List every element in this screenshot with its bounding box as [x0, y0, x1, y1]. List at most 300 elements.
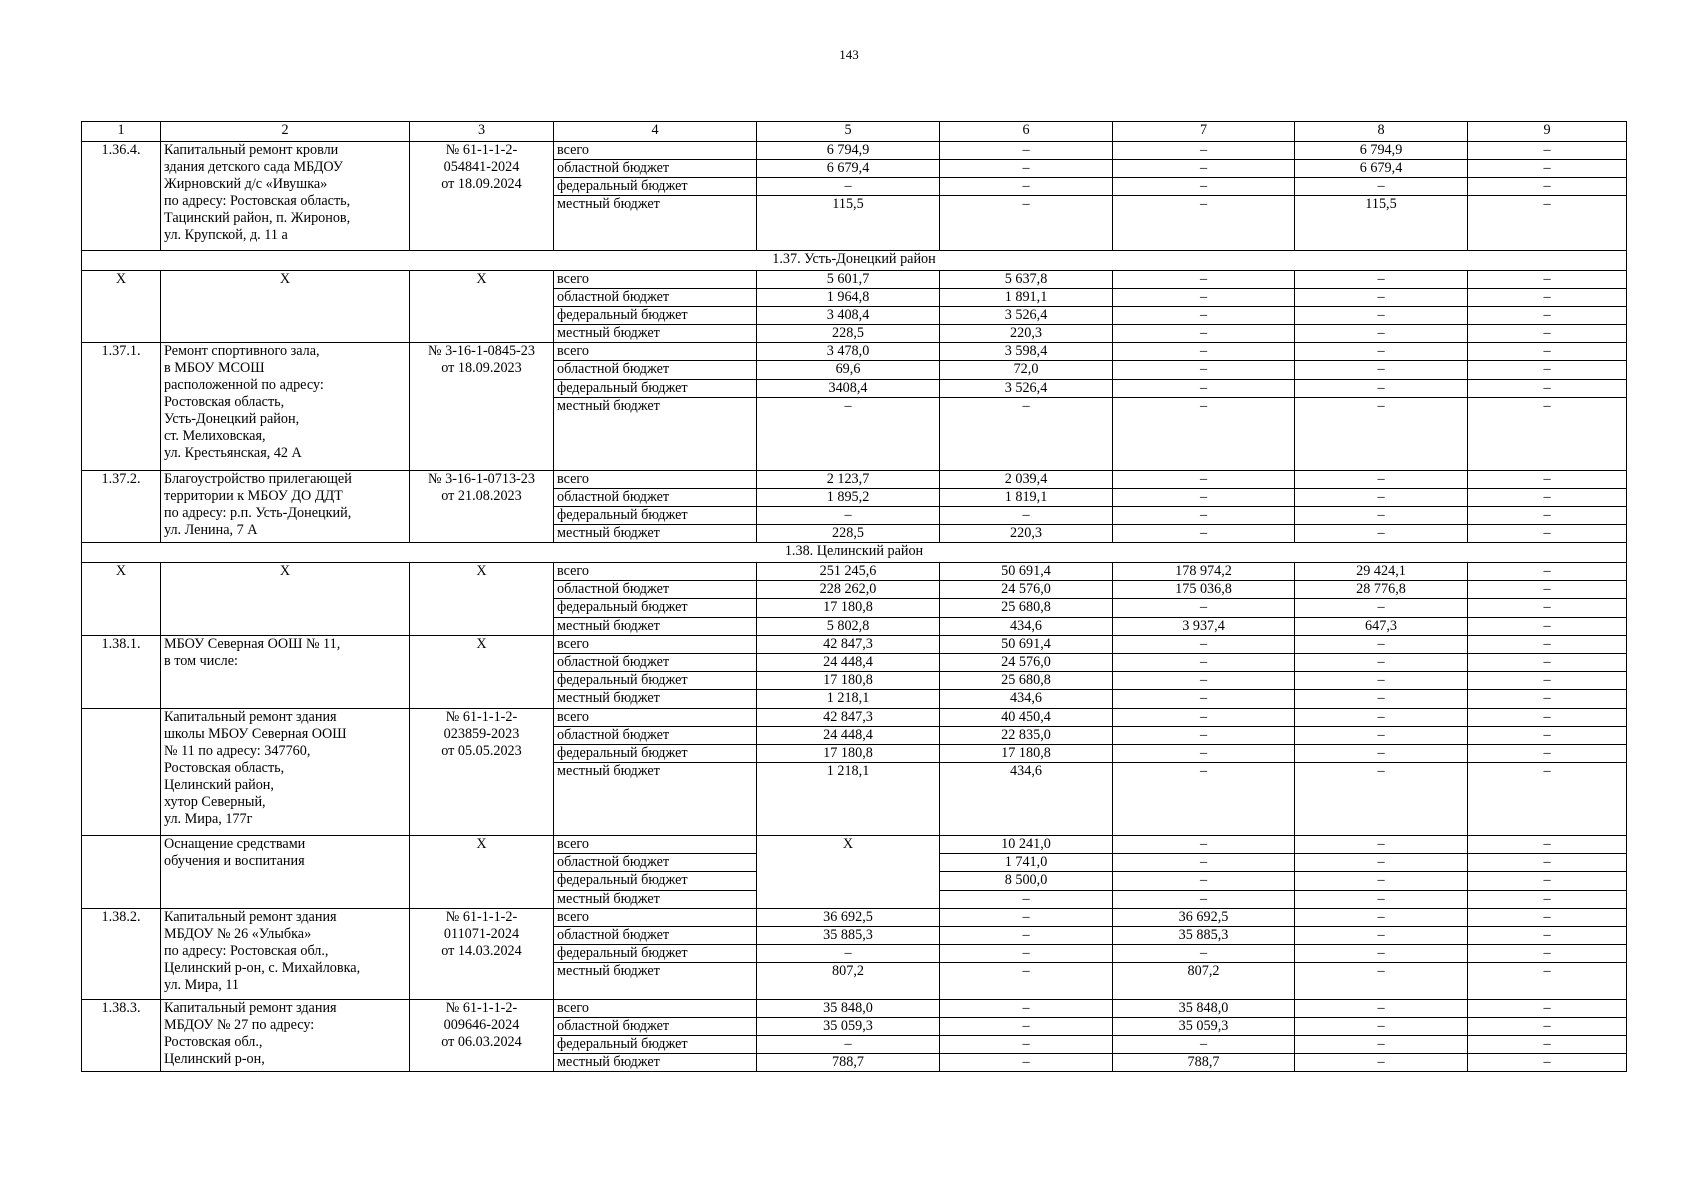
amount-col-9: – [1468, 343, 1627, 361]
item-name-line: Ростовская область, [164, 394, 285, 411]
amount-col-8: – [1295, 525, 1468, 543]
budget-type: местный бюджет [554, 890, 757, 908]
amount-col-8: – [1295, 835, 1468, 853]
amount-col-6: 22 835,0 [940, 726, 1113, 744]
amount-col-9: – [1468, 397, 1627, 470]
item-name [161, 835, 410, 908]
amount-col-5: 24 448,4 [757, 726, 940, 744]
header-cell-3: 3 [410, 122, 554, 142]
amount-col-9: – [1468, 507, 1627, 525]
amount-col-5: 228,5 [757, 325, 940, 343]
budget-type: областной бюджет [554, 488, 757, 506]
item-name-line: ул. Ленина, 7 А [164, 521, 258, 538]
amount-col-5: 24 448,4 [757, 654, 940, 672]
document-number-line: № 3-16-1-0845-23 [428, 343, 535, 360]
item-name-line: Оснащение средствами [164, 835, 306, 852]
item-name-line: Целинский р-он, с. Михайловка, [164, 959, 361, 976]
amount-col-9: – [1468, 744, 1627, 762]
amount-col-6: – [940, 1054, 1113, 1072]
table-row [82, 999, 1627, 1017]
budget-type: федеральный бюджет [554, 507, 757, 525]
amount-col-9: – [1468, 196, 1627, 251]
amount-col-5: 1 964,8 [757, 288, 940, 306]
amount-col-7: – [1113, 196, 1295, 251]
item-name-line: МБДОУ № 27 по адресу: [164, 1016, 315, 1033]
amount-col-5: – [757, 1036, 940, 1054]
budget-type: всего [554, 563, 757, 581]
amount-col-5: – [757, 507, 940, 525]
budget-type: всего [554, 908, 757, 926]
amount-col-7: – [1113, 654, 1295, 672]
budget-type: всего [554, 708, 757, 726]
amount-col-7: – [1113, 397, 1295, 470]
budget-type: областной бюджет [554, 926, 757, 944]
amount-col-8: – [1295, 635, 1468, 653]
item-name-line: Целинский р-он, [164, 1050, 265, 1067]
amount-col-6: – [940, 159, 1113, 177]
amount-col-9: – [1468, 926, 1627, 944]
amount-col-6: 72,0 [940, 361, 1113, 379]
budget-type: всего [554, 343, 757, 361]
amount-col-5: – [757, 945, 940, 963]
amount-col-7: – [1113, 141, 1295, 159]
amount-col-8: – [1295, 178, 1468, 196]
budget-type: местный бюджет [554, 763, 757, 836]
amount-col-5: 1 218,1 [757, 690, 940, 708]
amount-col-6: – [940, 945, 1113, 963]
page-number: 143 [839, 47, 859, 62]
document-number [410, 141, 554, 250]
amount-col-7: – [1113, 325, 1295, 343]
item-name-line: Ремонт спортивного зала, [164, 343, 320, 360]
amount-col-6: 2 039,4 [940, 470, 1113, 488]
amount-col-8: – [1295, 945, 1468, 963]
amount-col-5: X [757, 835, 940, 908]
amount-col-5: 3 478,0 [757, 343, 940, 361]
amount-col-9: – [1468, 763, 1627, 836]
amount-col-7: – [1113, 1036, 1295, 1054]
amount-col-7: – [1113, 379, 1295, 397]
document-number-line: X [476, 635, 487, 652]
document-number [410, 343, 554, 470]
document-number-line: X [476, 835, 487, 852]
amount-col-8: – [1295, 379, 1468, 397]
amount-col-5: 36 692,5 [757, 908, 940, 926]
amount-col-7: 36 692,5 [1113, 908, 1295, 926]
amount-col-7: – [1113, 599, 1295, 617]
amount-col-8: – [1295, 872, 1468, 890]
item-name [161, 708, 410, 835]
amount-col-7: 35 059,3 [1113, 1017, 1295, 1035]
amount-col-5: – [757, 178, 940, 196]
budget-type: местный бюджет [554, 525, 757, 543]
item-name-line: ст. Мелиховская, [164, 428, 266, 445]
header-cell-7: 7 [1113, 122, 1295, 142]
header-cell-1: 1 [82, 122, 161, 142]
budget-type: местный бюджет [554, 690, 757, 708]
item-name-line: Капитальный ремонт здания [164, 908, 337, 925]
item-name-line: в том числе: [164, 652, 238, 669]
amount-col-5: 2 123,7 [757, 470, 940, 488]
item-code: 1.38.1. [82, 635, 161, 708]
amount-col-8: 6 679,4 [1295, 159, 1468, 177]
amount-col-7: 178 974,2 [1113, 563, 1295, 581]
amount-col-5: 1 218,1 [757, 763, 940, 836]
item-name-line: Ростовская обл., [164, 1033, 263, 1050]
item-name [161, 470, 410, 543]
amount-col-7: – [1113, 635, 1295, 653]
amount-col-7: 35 885,3 [1113, 926, 1295, 944]
amount-col-7: – [1113, 178, 1295, 196]
amount-col-9: – [1468, 945, 1627, 963]
document-number-line: от 06.03.2024 [441, 1033, 522, 1050]
amount-col-5: 228,5 [757, 525, 940, 543]
amount-col-9: – [1468, 1054, 1627, 1072]
item-code: X [82, 563, 161, 636]
amount-col-6: – [940, 196, 1113, 251]
item-name-line: Целинский район, [164, 776, 274, 793]
document-number-line: № 61-1-1-2- [445, 999, 518, 1016]
document-number-line: от 05.05.2023 [441, 742, 522, 759]
item-name-line: Тацинский район, п. Жиронов, [164, 209, 351, 226]
item-name-line: Жирновский д/с «Ивушка» [164, 175, 328, 192]
amount-col-6: 17 180,8 [940, 744, 1113, 762]
amount-col-9: – [1468, 908, 1627, 926]
document-number-line: 023859-2023 [443, 725, 520, 742]
item-name-line: расположенной по адресу: [164, 377, 324, 394]
amount-col-9: – [1468, 672, 1627, 690]
amount-col-6: 24 576,0 [940, 581, 1113, 599]
amount-col-8: – [1295, 926, 1468, 944]
amount-col-5: 115,5 [757, 196, 940, 251]
amount-col-9: – [1468, 690, 1627, 708]
amount-col-9: – [1468, 999, 1627, 1017]
amount-col-7: 35 848,0 [1113, 999, 1295, 1017]
document-number-line: от 18.09.2023 [441, 360, 522, 377]
document-number-line: № 61-1-1-2- [445, 708, 518, 725]
item-name-line: X [279, 563, 291, 580]
item-name [161, 563, 410, 636]
amount-col-5: 35 885,3 [757, 926, 940, 944]
amount-col-5: 69,6 [757, 361, 940, 379]
amount-col-7: – [1113, 744, 1295, 762]
item-name-line: по адресу: Ростовская область, [164, 192, 351, 209]
amount-col-8: – [1295, 908, 1468, 926]
amount-col-5: 6 679,4 [757, 159, 940, 177]
amount-col-7: – [1113, 288, 1295, 306]
amount-col-7: – [1113, 507, 1295, 525]
amount-col-5: 3 408,4 [757, 306, 940, 324]
budget-type: областной бюджет [554, 1017, 757, 1035]
header-cell-8: 8 [1295, 122, 1468, 142]
amount-col-8: – [1295, 397, 1468, 470]
item-name-line: в МБОУ МСОШ [164, 360, 265, 377]
amount-col-6: 434,6 [940, 690, 1113, 708]
amount-col-5: 3408,4 [757, 379, 940, 397]
budget-type: всего [554, 270, 757, 288]
amount-col-6: 40 450,4 [940, 708, 1113, 726]
item-name [161, 908, 410, 999]
amount-col-8: – [1295, 963, 1468, 999]
item-code: X [82, 270, 161, 343]
amount-col-7: – [1113, 763, 1295, 836]
amount-col-5: 6 794,9 [757, 141, 940, 159]
budget-type: федеральный бюджет [554, 945, 757, 963]
item-name-line: Усть-Донецкий район, [164, 411, 300, 428]
item-name-line: территории к МБОУ ДО ДДТ [164, 487, 343, 504]
amount-col-6: – [940, 1036, 1113, 1054]
document-number-line: X [476, 270, 487, 287]
item-name [161, 270, 410, 343]
amount-col-6: 220,3 [940, 525, 1113, 543]
item-name-line: по адресу: Ростовская обл., [164, 942, 329, 959]
amount-col-9: – [1468, 1017, 1627, 1035]
amount-col-8: – [1295, 890, 1468, 908]
item-name [161, 635, 410, 708]
amount-col-8: 115,5 [1295, 196, 1468, 251]
amount-col-9: – [1468, 708, 1627, 726]
amount-col-8: – [1295, 999, 1468, 1017]
item-name-line: Капитальный ремонт здания [164, 708, 337, 725]
amount-col-9: – [1468, 488, 1627, 506]
document-number-line: 009646-2024 [443, 1016, 520, 1033]
amount-col-9: – [1468, 726, 1627, 744]
amount-col-9: – [1468, 963, 1627, 999]
amount-col-6: 50 691,4 [940, 635, 1113, 653]
amount-col-5: 42 847,3 [757, 635, 940, 653]
item-name [161, 343, 410, 470]
item-code [82, 835, 161, 908]
amount-col-5: 5 601,7 [757, 270, 940, 288]
amount-col-7: 788,7 [1113, 1054, 1295, 1072]
amount-col-7: – [1113, 306, 1295, 324]
amount-col-5: 42 847,3 [757, 708, 940, 726]
header-cell-4: 4 [554, 122, 757, 142]
amount-col-9: – [1468, 854, 1627, 872]
amount-col-6: – [940, 926, 1113, 944]
budget-type: местный бюджет [554, 196, 757, 251]
amount-col-9: – [1468, 288, 1627, 306]
header-cell-6: 6 [940, 122, 1113, 142]
amount-col-5: 17 180,8 [757, 744, 940, 762]
amount-col-9: – [1468, 325, 1627, 343]
amount-col-9: – [1468, 159, 1627, 177]
amount-col-6: 3 526,4 [940, 379, 1113, 397]
budget-type: всего [554, 141, 757, 159]
table-header [82, 122, 1627, 142]
item-name-line: хутор Северный, [164, 793, 266, 810]
amount-col-6: – [940, 999, 1113, 1017]
document-number-line: от 21.08.2023 [441, 487, 522, 504]
amount-col-6: – [940, 1017, 1113, 1035]
document-number-line: 011071-2024 [443, 925, 520, 942]
amount-col-6: 25 680,8 [940, 599, 1113, 617]
item-name-line: Капитальный ремонт кровли [164, 141, 339, 158]
header-cell-5: 5 [757, 122, 940, 142]
amount-col-9: – [1468, 525, 1627, 543]
document-number [410, 708, 554, 835]
amount-col-7: – [1113, 159, 1295, 177]
amount-col-8: – [1295, 599, 1468, 617]
budget-type: федеральный бюджет [554, 306, 757, 324]
table-row [82, 563, 1627, 581]
amount-col-7: – [1113, 488, 1295, 506]
document-number [410, 635, 554, 708]
amount-col-9: – [1468, 178, 1627, 196]
amount-col-5: 788,7 [757, 1054, 940, 1072]
item-name-line: Капитальный ремонт здания [164, 999, 337, 1016]
budget-type: областной бюджет [554, 726, 757, 744]
amount-col-8: – [1295, 488, 1468, 506]
item-code: 1.37.1. [82, 343, 161, 470]
amount-col-8: – [1295, 288, 1468, 306]
amount-col-6: 10 241,0 [940, 835, 1113, 853]
item-code: 1.38.2. [82, 908, 161, 999]
section-title: 1.37. Усть-Донецкий район [82, 250, 1627, 270]
amount-col-9: – [1468, 470, 1627, 488]
budget-type: всего [554, 835, 757, 853]
table-row [82, 708, 1627, 726]
amount-col-9: – [1468, 635, 1627, 653]
table-row [82, 141, 1627, 159]
amount-col-8: – [1295, 854, 1468, 872]
amount-col-9: – [1468, 270, 1627, 288]
amount-col-9: – [1468, 890, 1627, 908]
table-row [82, 470, 1627, 488]
amount-col-7: – [1113, 270, 1295, 288]
section-row [82, 543, 1627, 563]
amount-col-8: – [1295, 654, 1468, 672]
amount-col-7: – [1113, 690, 1295, 708]
budget-type: местный бюджет [554, 397, 757, 470]
item-code: 1.38.3. [82, 999, 161, 1072]
document-number [410, 999, 554, 1072]
amount-col-6: 25 680,8 [940, 672, 1113, 690]
amount-col-9: – [1468, 361, 1627, 379]
amount-col-6: 8 500,0 [940, 872, 1113, 890]
amount-col-8: – [1295, 325, 1468, 343]
amount-col-6: – [940, 178, 1113, 196]
budget-type: всего [554, 999, 757, 1017]
amount-col-5: 251 245,6 [757, 563, 940, 581]
item-name-line: школы МБОУ Северная ООШ [164, 725, 347, 742]
budget-type: федеральный бюджет [554, 178, 757, 196]
budget-type: областной бюджет [554, 288, 757, 306]
header-cell-2: 2 [161, 122, 410, 142]
document-number [410, 908, 554, 999]
section-row [82, 250, 1627, 270]
amount-col-6: 5 637,8 [940, 270, 1113, 288]
document-number-line: X [476, 563, 487, 580]
budget-type: федеральный бюджет [554, 379, 757, 397]
amount-col-5: 17 180,8 [757, 599, 940, 617]
amount-col-8: 28 776,8 [1295, 581, 1468, 599]
item-name-line: ул. Мира, 11 [164, 976, 239, 993]
amount-col-6: 50 691,4 [940, 563, 1113, 581]
item-name-line: ул. Мира, 177г [164, 810, 253, 827]
item-name-line: здания детского сада МБДОУ [164, 158, 343, 175]
table-row [82, 270, 1627, 288]
amount-col-7: 807,2 [1113, 963, 1295, 999]
budget-type: федеральный бюджет [554, 599, 757, 617]
amount-col-9: – [1468, 563, 1627, 581]
item-name-line: № 11 по адресу: 347760, [164, 742, 311, 759]
amount-col-6: 1 741,0 [940, 854, 1113, 872]
amount-col-5: 17 180,8 [757, 672, 940, 690]
amount-col-8: – [1295, 708, 1468, 726]
amount-col-7: – [1113, 343, 1295, 361]
amount-col-9: – [1468, 379, 1627, 397]
budget-table [81, 121, 1627, 1072]
item-name-line: по адресу: р.п. Усть-Донецкий, [164, 504, 352, 521]
amount-col-7: 175 036,8 [1113, 581, 1295, 599]
amount-col-6: – [940, 141, 1113, 159]
amount-col-9: – [1468, 599, 1627, 617]
item-code [82, 708, 161, 835]
document-number [410, 270, 554, 343]
amount-col-7: 3 937,4 [1113, 617, 1295, 635]
amount-col-6: 3 598,4 [940, 343, 1113, 361]
amount-col-5: 228 262,0 [757, 581, 940, 599]
budget-type: областной бюджет [554, 854, 757, 872]
amount-col-7: – [1113, 708, 1295, 726]
amount-col-9: – [1468, 1036, 1627, 1054]
amount-col-8: – [1295, 361, 1468, 379]
budget-type: федеральный бюджет [554, 672, 757, 690]
document-number-line: № 61-1-1-2- [445, 141, 518, 158]
amount-col-7: – [1113, 835, 1295, 853]
table-row [82, 635, 1627, 653]
budget-type: всего [554, 470, 757, 488]
document-number [410, 835, 554, 908]
table-body [82, 141, 1627, 1072]
document-number-line: от 18.09.2024 [441, 175, 522, 192]
amount-col-8: – [1295, 1036, 1468, 1054]
amount-col-7: – [1113, 890, 1295, 908]
item-name-line: ул. Крупской, д. 11 а [164, 226, 288, 243]
budget-type: областной бюджет [554, 361, 757, 379]
amount-col-6: 24 576,0 [940, 654, 1113, 672]
amount-col-8: – [1295, 507, 1468, 525]
amount-col-5: – [757, 397, 940, 470]
amount-col-7: – [1113, 872, 1295, 890]
amount-col-9: – [1468, 306, 1627, 324]
item-name-line: МБОУ Северная ООШ № 11, [164, 635, 341, 652]
table-row [82, 908, 1627, 926]
amount-col-6: 1 891,1 [940, 288, 1113, 306]
document-number-line: от 14.03.2024 [441, 942, 522, 959]
budget-type: областной бюджет [554, 654, 757, 672]
amount-col-8: – [1295, 763, 1468, 836]
amount-col-7: – [1113, 470, 1295, 488]
amount-col-7: – [1113, 361, 1295, 379]
amount-col-8: – [1295, 726, 1468, 744]
amount-col-6: – [940, 963, 1113, 999]
amount-col-8: – [1295, 270, 1468, 288]
amount-col-5: 35 848,0 [757, 999, 940, 1017]
amount-col-9: – [1468, 872, 1627, 890]
document-number [410, 563, 554, 636]
amount-col-5: 35 059,3 [757, 1017, 940, 1035]
amount-col-7: – [1113, 945, 1295, 963]
amount-col-6: – [940, 507, 1113, 525]
amount-col-6: – [940, 890, 1113, 908]
item-name [161, 141, 410, 250]
document-number-line: № 61-1-1-2- [445, 908, 518, 925]
amount-col-8: – [1295, 1054, 1468, 1072]
budget-type: всего [554, 635, 757, 653]
amount-col-9: – [1468, 835, 1627, 853]
